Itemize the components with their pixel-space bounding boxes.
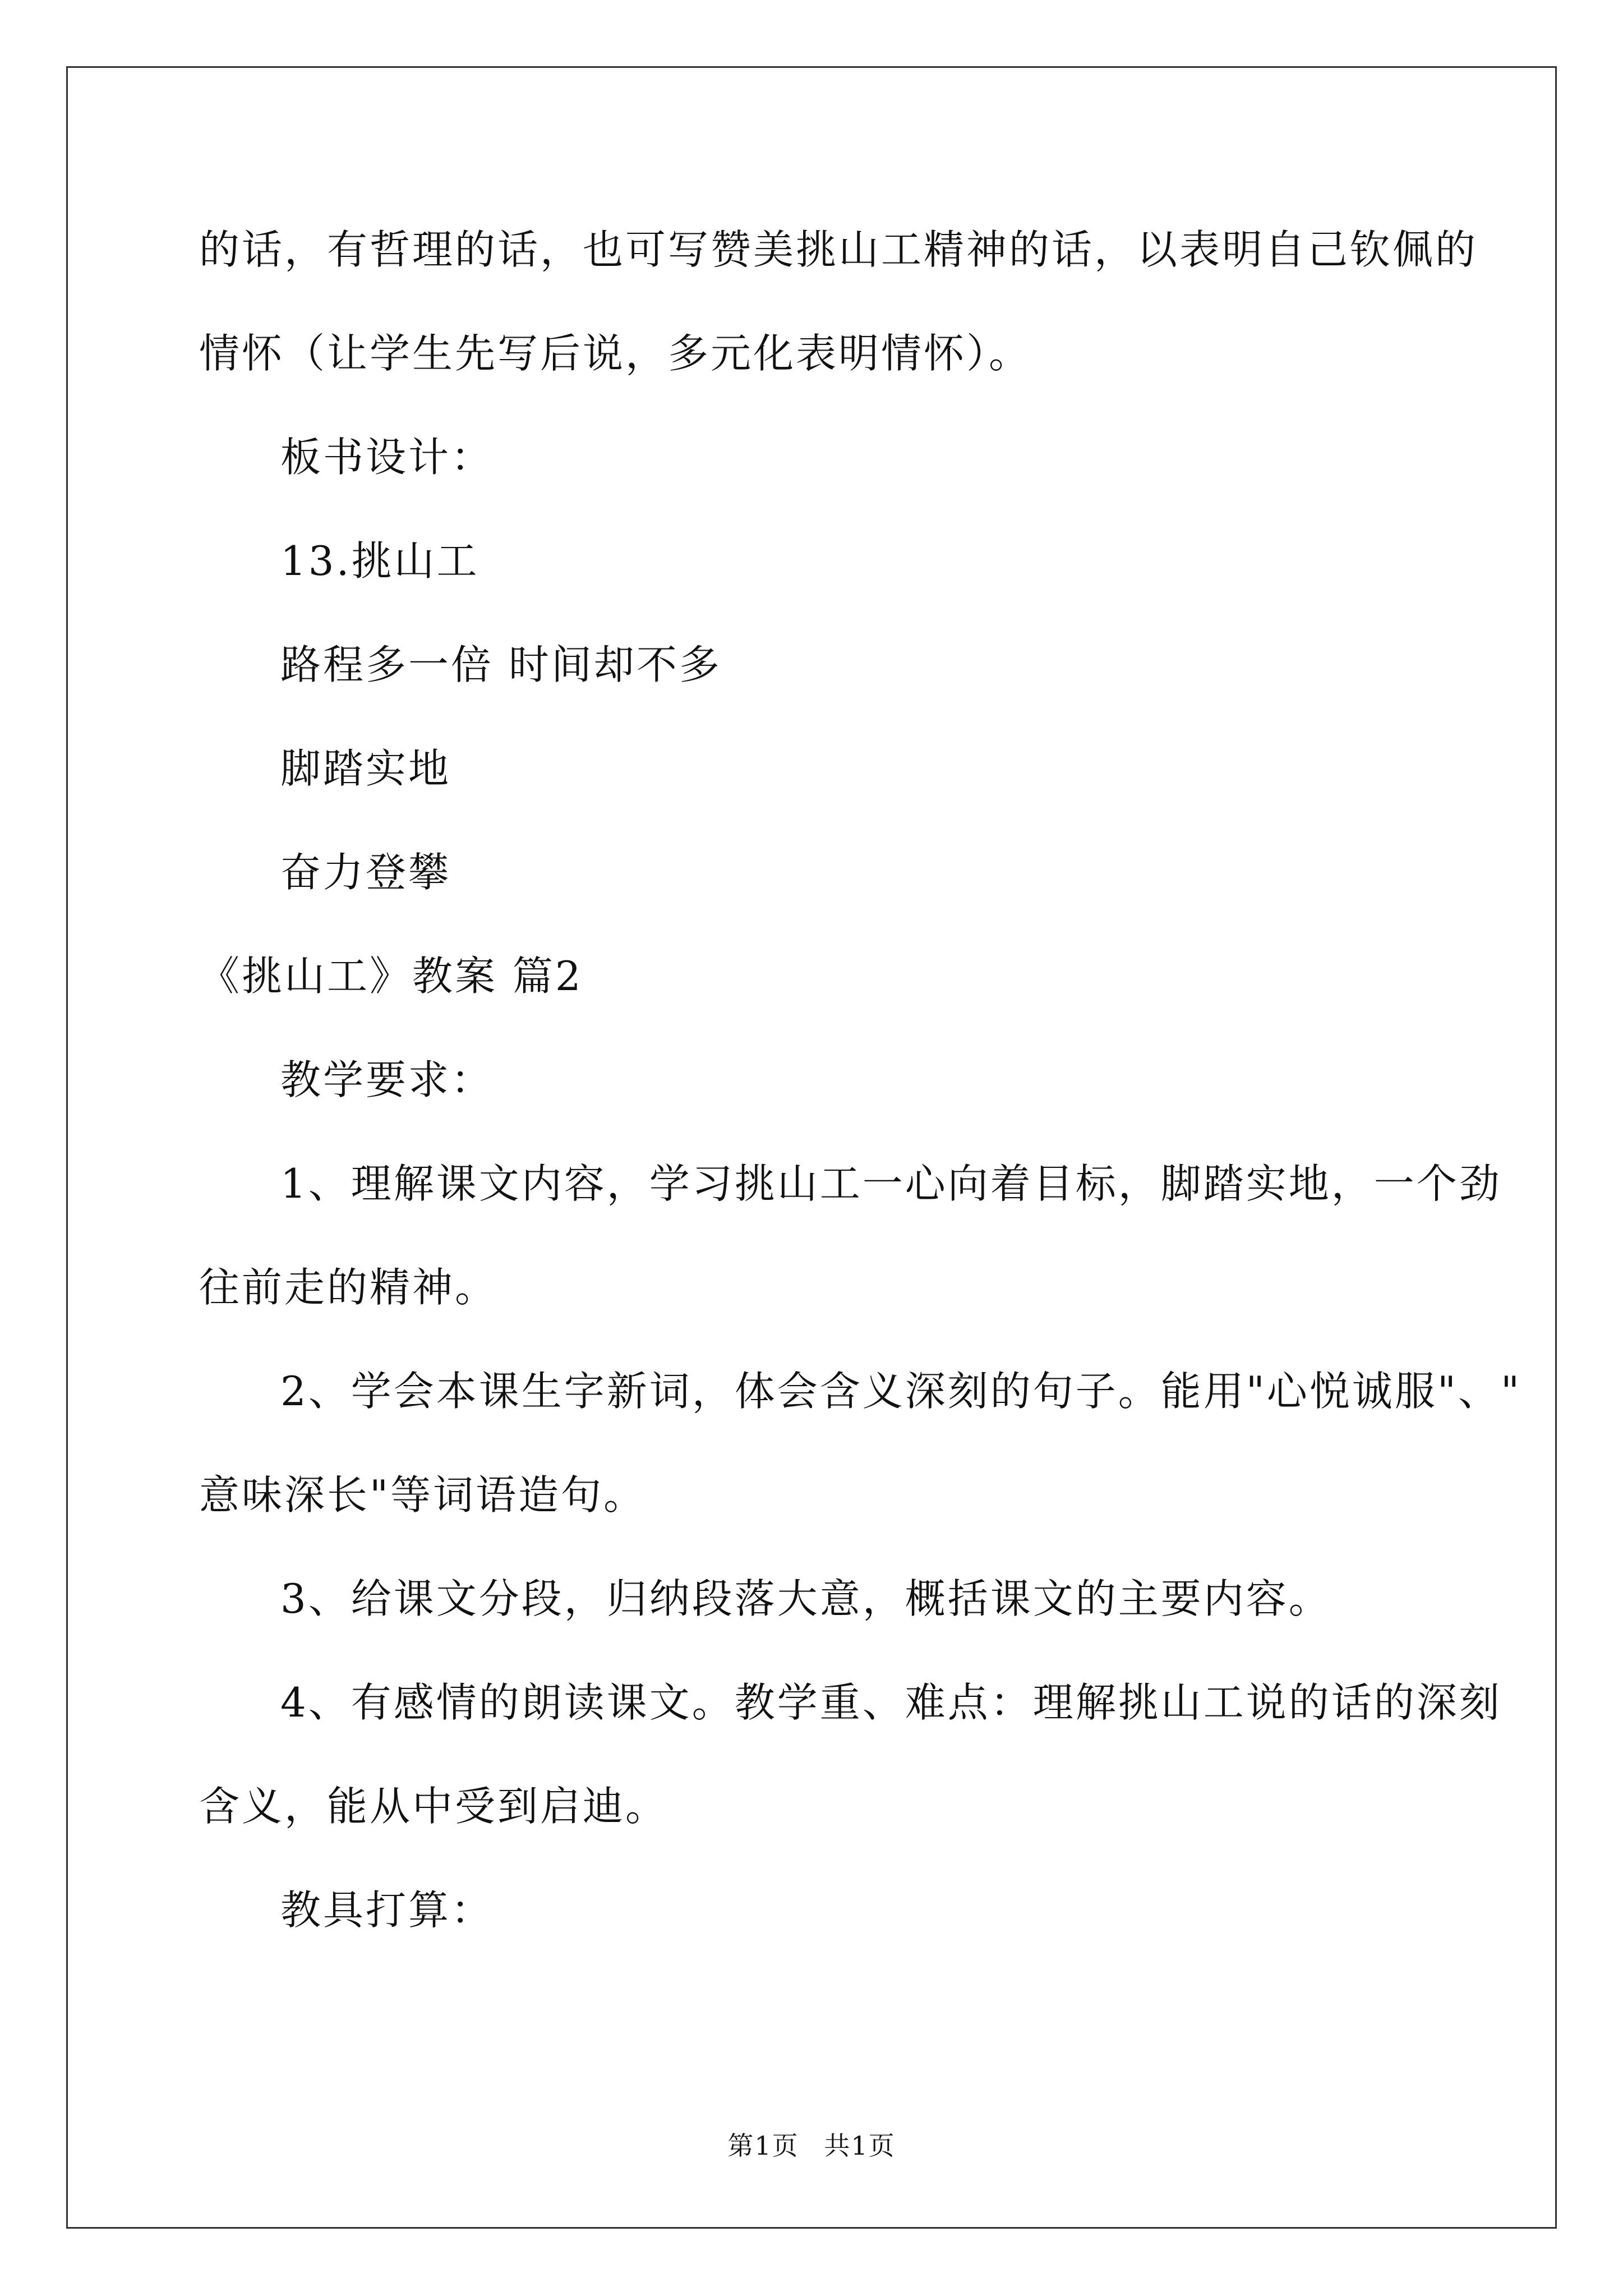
page-number: 第1页 xyxy=(727,2131,799,2161)
section-heading: 《挑山工》教案 篇2 xyxy=(199,953,583,1000)
page-total: 共1页 xyxy=(824,2131,896,2161)
requirement-2-line-2: 意味深长"等词语造句。 xyxy=(199,1471,647,1519)
requirement-2-line-1: 2、学会本课生字新词，体会含义深刻的句子。能用"心悦诚服"、" xyxy=(280,1368,1522,1415)
board-line-2: 脚踏实地 xyxy=(280,745,451,792)
body-line-1: 的话，有哲理的话，也可写赞美挑山工精神的话，以表明自己钦佩的 xyxy=(199,226,1478,273)
board-lesson-title: 13.挑山工 xyxy=(280,537,479,585)
page-footer xyxy=(0,2129,1623,2162)
teaching-aids-heading: 教具打算： xyxy=(280,1887,494,1934)
requirement-4-line-1: 4、有感情的朗读课文。教学重、难点：理解挑山工说的话的深刻 xyxy=(280,1679,1502,1726)
board-line-3: 奋力登攀 xyxy=(280,849,451,896)
body-line-2: 情怀（让学生先写后说，多元化表明情怀）。 xyxy=(199,330,1032,377)
requirements-heading: 教学要求： xyxy=(280,1056,494,1103)
requirement-1-line-2: 往前走的精神。 xyxy=(199,1264,498,1311)
requirement-4-line-2: 含义，能从中受到启迪。 xyxy=(199,1783,668,1830)
board-line-1: 路程多一倍 时间却不多 xyxy=(280,641,722,688)
requirement-3: 3、给课文分段，归纳段落大意，概括课文的主要内容。 xyxy=(280,1575,1331,1622)
board-design-heading: 板书设计： xyxy=(280,434,494,481)
requirement-1-line-1: 1、理解课文内容，学习挑山工一心向着目标，脚踏实地，一个劲 xyxy=(280,1160,1502,1207)
